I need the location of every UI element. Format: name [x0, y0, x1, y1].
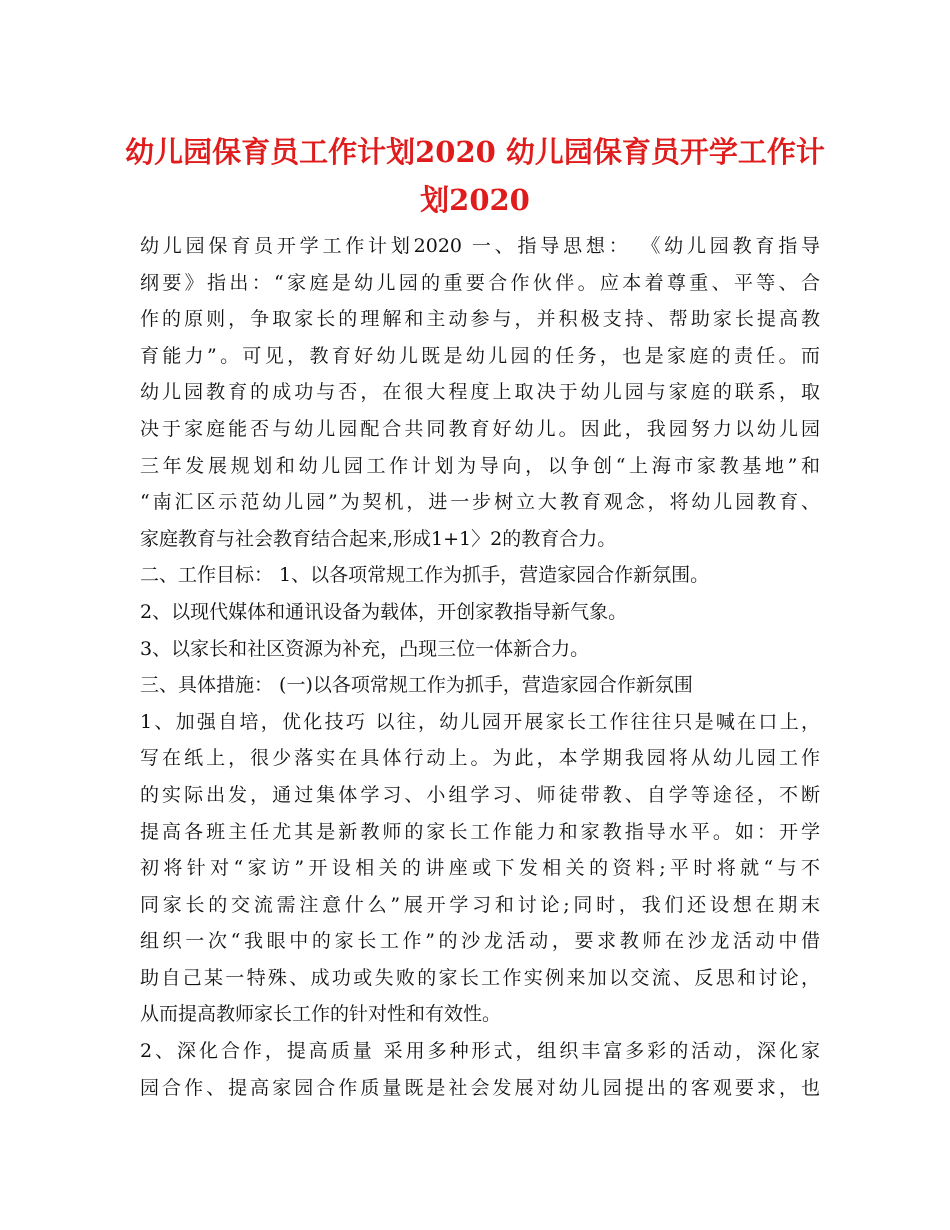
- document-title: [120, 128, 830, 224]
- title-line-2: 划2020: [420, 183, 530, 217]
- body-line: 园合作、提高家园合作质量既是社会发展对幼儿园提出的客观要求，也: [140, 1076, 820, 1099]
- body-line: 2、以现代媒体和通讯设备为载体，开创家教指导新气象。: [140, 600, 628, 623]
- body-line: 纲要》指出：“家庭是幼儿园的重要合作伙伴。应本着尊重、平等、合: [140, 271, 820, 294]
- body-line: 3、以家长和社区资源为补充，凸现三位一体新合力。: [140, 637, 590, 660]
- body-line: 作的原则，争取家长的理解和主动参与，并积极支持、帮助家长提高教: [140, 308, 820, 331]
- body-line: 三年发展规划和幼儿园工作计划为导向，以争创“上海市家教基地”和: [140, 454, 820, 477]
- body-line: 1、加强自培，优化技巧 以往，幼儿园开展家长工作往往只是喊在口上，: [140, 710, 820, 733]
- body-line: 初将针对“家访”开设相关的讲座或下发相关的资料;平时将就“与不: [140, 857, 820, 880]
- body-line: 二、工作目标： 1、以各项常规工作为抓手，营造家园合作新氛围。: [140, 564, 710, 587]
- title-line-1: 幼儿园保育员工作计划2020 幼儿园保育员开学工作计: [125, 135, 825, 169]
- body-line: 同家长的交流需注意什么”展开学习和讨论;同时，我们还设想在期末: [140, 893, 820, 916]
- body-line: 组织一次“我眼中的家长工作”的沙龙活动，要求教师在沙龙活动中借: [140, 930, 820, 953]
- body-line: 提高各班主任尤其是新教师的家长工作能力和家教指导水平。如：开学: [140, 820, 820, 843]
- body-line: 幼儿园保育员开学工作计划2020 一、指导思想： 《幼儿园教育指导: [140, 235, 820, 257]
- body-line: 育能力”。可见，教育好幼儿既是幼儿园的任务，也是家庭的责任。而: [140, 344, 820, 367]
- body-line: 写在纸上，很少落实在具体行动上。为此，本学期我园将从幼儿园工作: [140, 747, 820, 770]
- document-body: [140, 228, 820, 1106]
- body-line: 幼儿园教育的成功与否，在很大程度上取决于幼儿园与家庭的联系，取: [140, 381, 820, 404]
- body-line: 决于家庭能否与幼儿园配合共同教育好幼儿。因此，我园努力以幼儿园: [140, 417, 820, 440]
- body-line: 2、深化合作，提高质量 采用多种形式，组织丰富多彩的活动，深化家: [140, 1040, 820, 1063]
- body-line: “南汇区示范幼儿园”为契机，进一步树立大教育观念，将幼儿园教育、: [140, 491, 820, 514]
- body-line: 的实际出发，通过集体学习、小组学习、师徒带教、自学等途径，不断: [140, 783, 820, 806]
- body-line: 助自己某一特殊、成功或失败的家长工作实例来加以交流、反思和讨论，: [140, 966, 820, 989]
- body-line: 家庭教育与社会教育结合起来,形成1+1〉2的教育合力。: [140, 527, 617, 550]
- body-line: 三、具体措施： (一)以各项常规工作为抓手，营造家园合作新氛围: [140, 674, 693, 697]
- body-line: 从而提高教师家长工作的针对性和有效性。: [140, 1003, 502, 1026]
